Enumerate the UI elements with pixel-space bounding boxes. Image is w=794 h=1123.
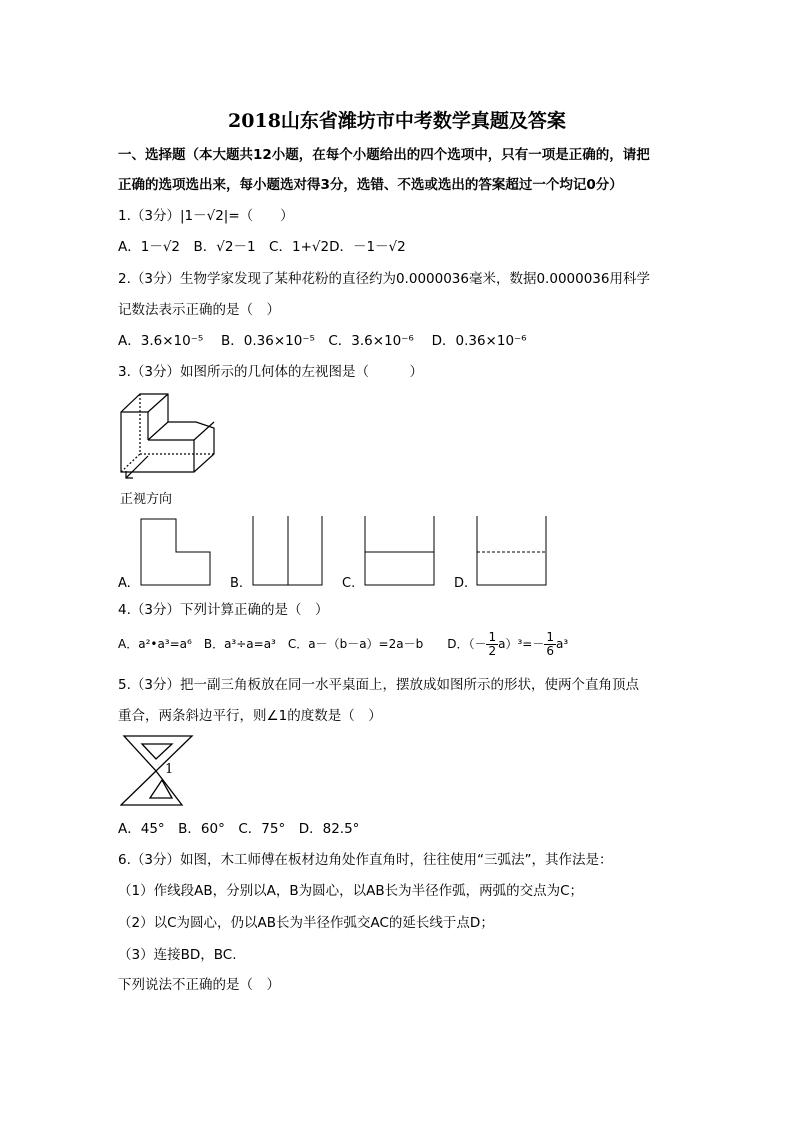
q3-option-c: C. [342,576,356,591]
q5-stem: 5.（3分）把一副三角板放在同一水平桌面上，摆放成如图所示的形状，使两个直角顶点 [118,677,639,693]
q6-stem: 6.（3分）如图，木工师傅在板材边角处作直角时，往往使用“三弧法”，其作法是： [118,852,613,868]
q3-stem: 3.（3分）如图所示的几何体的左视图是（ ） [118,364,423,380]
q3-option-a: A. [118,576,131,591]
q5-stem-cont: 重合，两条斜边平行，则∠1的度数是（ ） [118,708,382,724]
q6-step-3: （3）连接BD，BC. [118,947,237,963]
q4-option-d-prefix: D．（－ [447,637,487,651]
q6-step-2: （2）以C为圆心，仍以AB长为半径作弧交AC的延长线于点D； [118,915,494,931]
q3-solid-figure [118,390,228,485]
q4-options [118,630,568,658]
q1-options: A．1－√2 B．√2－1 C．1+√2D．－1－√2 [118,239,406,255]
fraction [544,631,556,658]
q3-option-d: D. [454,576,469,591]
numerator: 1 [546,630,554,644]
q3-option-c-figure [364,516,436,586]
q3-option-d-figure [476,516,548,586]
q3-option-b: B. [230,576,244,591]
angle-1-label: 1 [165,762,174,777]
q2-stem: 2.（3分）生物学家发现了某种花粉的直径约为0.0000036毫米，数据0.0000036用科学 [118,271,650,287]
q2-stem-cont: 记数法表示正确的是（ ） [118,302,280,318]
q4-options-abc: A．a²•a³=a⁶ B．a³÷a=a³ C．a－（b－a）=2a－b [118,637,448,651]
q1-stem: 1.（3分）|1－√2|=（ ） [118,208,294,224]
q5-options: A．45° B．60° C．75° D．82.5° [118,821,360,837]
numerator: 1 [488,630,497,644]
q3-option-a-figure [140,518,212,586]
q6-question: 下列说法不正确的是（ ） [118,977,280,993]
q4-stem: 4.（3分）下列计算正确的是（ ） [118,602,329,618]
section-heading-cont: 正确的选项选出来，每小题选对得3分，选错、不选或选出的答案超过一个均记0分） [118,177,623,193]
q3-option-b-figure [252,516,324,586]
fraction [486,631,498,658]
denominator: 2 [488,644,497,658]
q2-options: A．3.6×10⁻⁵ B．0.36×10⁻⁵ C．3.6×10⁻⁶ D．0.36×10⁻⁶ [118,333,527,349]
section-heading: 一、选择题（本大题共12小题，在每个小题给出的四个选项中，只有一项是正确的，请把 [118,147,650,163]
view-direction-label: 正视方向 [120,492,173,507]
denominator: 6 [546,644,554,658]
q4-option-d-mid: a）³=－ [498,637,545,651]
q4-option-d-suffix: a³ [556,637,569,651]
q6-step-1: （1）作线段AB，分别以A，B为圆心，以AB长为半径作弧，两弧的交点为C； [118,883,584,899]
page-title: 2018山东省潍坊市中考数学真题及答案 [228,110,566,132]
